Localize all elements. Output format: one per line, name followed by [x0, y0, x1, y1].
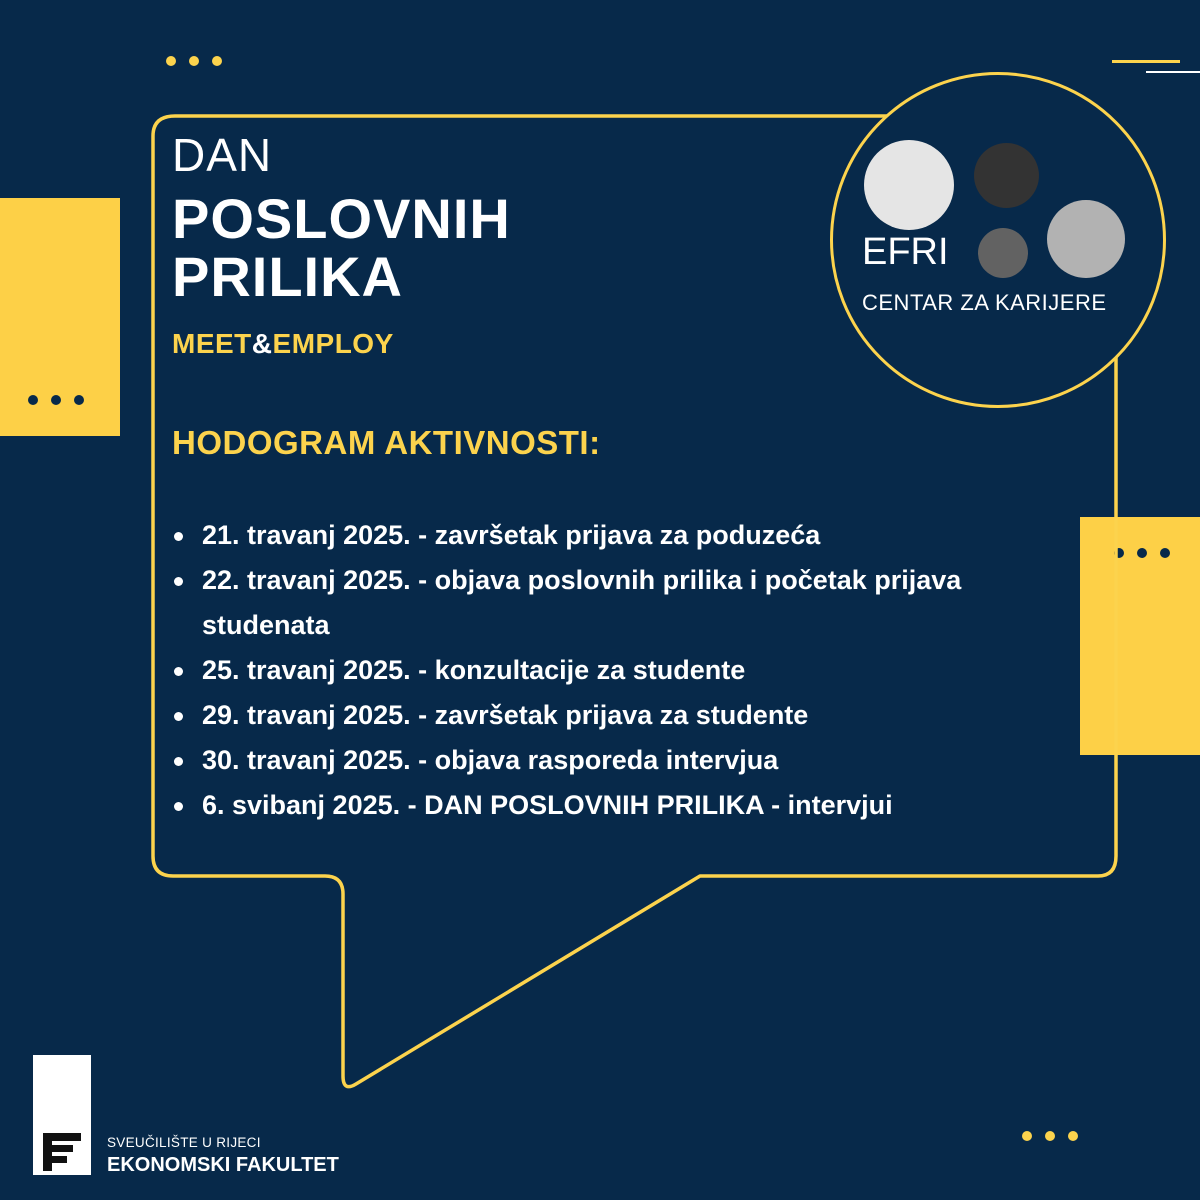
- schedule-item: 22. travanj 2025. - objava poslovnih prilika i početak prijava studenata: [172, 558, 1052, 648]
- title-line-prilika: PRILIKA: [172, 245, 403, 308]
- subtitle-meet-employ: [172, 328, 394, 360]
- schedule-list: [172, 513, 1052, 828]
- subtitle-meet: MEET: [172, 328, 252, 359]
- schedule-item: 21. travanj 2025. - završetak prijava za poduzeća: [172, 513, 1052, 558]
- career-center-caption: CENTAR ZA KARIJERE: [862, 290, 1107, 315]
- faculty-name: EKONOMSKI FAKULTET: [107, 1154, 339, 1176]
- schedule-item: 30. travanj 2025. - objava rasporeda intervjua: [172, 738, 1052, 783]
- faculty-logo: [33, 1055, 91, 1175]
- logo-circle-grey: [1047, 200, 1125, 278]
- title-main: [172, 187, 511, 308]
- subtitle-ampersand: &: [251, 328, 273, 359]
- schedule-item: 29. travanj 2025. - završetak prijava za studente: [172, 693, 1052, 738]
- logo-circle-dark: [974, 143, 1039, 208]
- university-name: SVEUČILIŠTE U RIJECI: [107, 1135, 261, 1150]
- efri-logo-text: EFRI: [862, 231, 949, 273]
- schedule-item: 25. travanj 2025. - konzultacije za studente: [172, 648, 1052, 693]
- title-line-dan: DAN: [172, 129, 273, 181]
- faculty-logo-icon: [33, 1055, 91, 1175]
- logo-circle-light: [864, 140, 954, 230]
- subtitle-employ: EMPLOY: [272, 328, 394, 359]
- logo-circle-mid: [978, 228, 1028, 278]
- schedule-heading: HODOGRAM AKTIVNOSTI:: [172, 424, 601, 461]
- schedule-item: 6. svibanj 2025. - DAN POSLOVNIH PRILIKA - intervjui: [172, 783, 1052, 828]
- title-line-poslovnih: POSLOVNIH: [172, 187, 511, 250]
